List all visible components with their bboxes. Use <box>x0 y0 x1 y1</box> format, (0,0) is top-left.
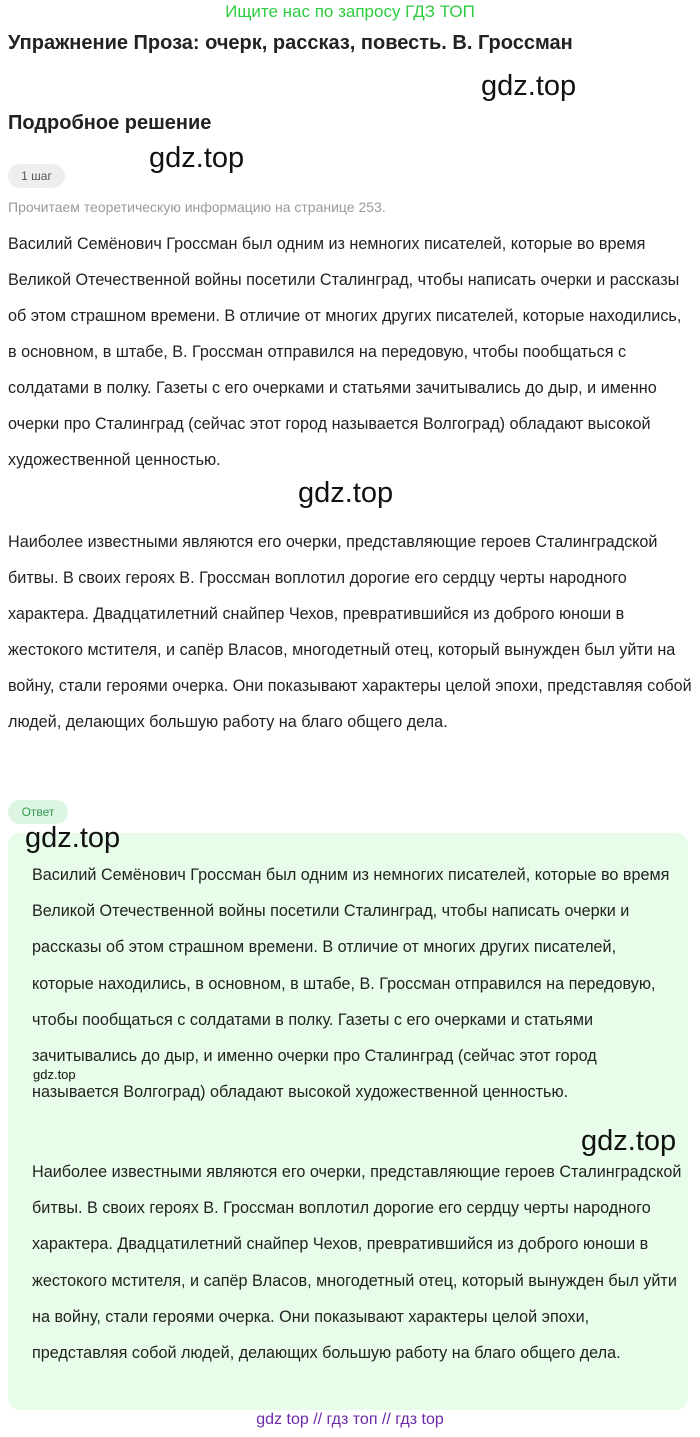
answer-paragraph: Наиболее известными являются его очерки, представляющие героев Сталинградской битвы. В своих героях В. Гроссман воплотил дорогие его сердцу черты народного характера. Двадцатилетний снайпер Чехов, превратившийся из доброго юноши в жестокого мстителя, и сапёр Власов, многодетный отец, который вынужден был уйти на войну, стали героями очерка. Они показывают характеры целой эпохи, представляя собой людей, делающих большую работу на благо общего дела. <box>32 1163 682 1363</box>
watermark: gdz.top <box>581 1125 677 1157</box>
section-heading: Подробное решение <box>8 112 212 134</box>
watermark: gdz.top <box>298 477 394 509</box>
watermark: gdz.top <box>25 822 121 854</box>
solution-paragraph: Василий Семёнович Гроссман был одним из немногих писателей, которые во время Великой Отечественной войны посетили Сталинград, чтобы написать очерки и рассказы об этом страшном времени. В отличие от многих других писателей, которые находились, в основном, в штабе, В. Гроссман отправился на передовую, чтобы пообщаться с солдатами в полку. Газеты с его очерками и статьями зачитывались до дыр, и именно очерки про Сталинград (сейчас этот город называется Волгоград) обладают высокой художественной ценностью. <box>8 235 682 469</box>
step-badge: 1 шаг <box>8 164 65 188</box>
watermark: gdz.top <box>149 142 245 174</box>
answer-paragraph: Василий Семёнович Гроссман был одним из немногих писателей, которые во время Великой Отечественной войны посетили Сталинград, чтобы написать очерки и рассказы об этом страшном времени. В отличие от многих других писателей, которые находились, в основном, в штабе, В. Гроссман отправился на передовую, чтобы пообщаться с солдатами в полку. Газеты с его очерками и статьями зачитывались до дыр, и именно очерки про Сталинград (сейчас этот город называется Волгоград) обладают высокой художественной ценностью. <box>32 866 670 1102</box>
theory-note: Прочитаем теоретическую информацию на странице 253. <box>8 199 386 215</box>
search-banner: Ищите нас по запросу ГДЗ ТОП <box>225 2 475 21</box>
answer-badge: Ответ <box>8 800 68 824</box>
footer-links: gdz top // гдз топ // гдз top <box>256 1411 444 1428</box>
watermark: gdz.top <box>481 70 577 102</box>
page-title: Упражнение Проза: очерк, рассказ, повесть. В. Гроссман <box>8 32 573 54</box>
solution-paragraph: Наиболее известными являются его очерки, представляющие героев Сталинградской битвы. В своих героях В. Гроссман воплотил дорогие его сердцу черты народного характера. Двадцатилетний снайпер Чехов, превратившийся из доброго юноши в жестокого мстителя, и сапёр Власов, многодетный отец, который вынужден был уйти на войну, стали героями очерка. Они показывают характеры целой эпохи, представляя собой людей, делающих большую работу на благо общего дела. <box>8 533 692 731</box>
watermark: gdz.top <box>33 1067 76 1082</box>
